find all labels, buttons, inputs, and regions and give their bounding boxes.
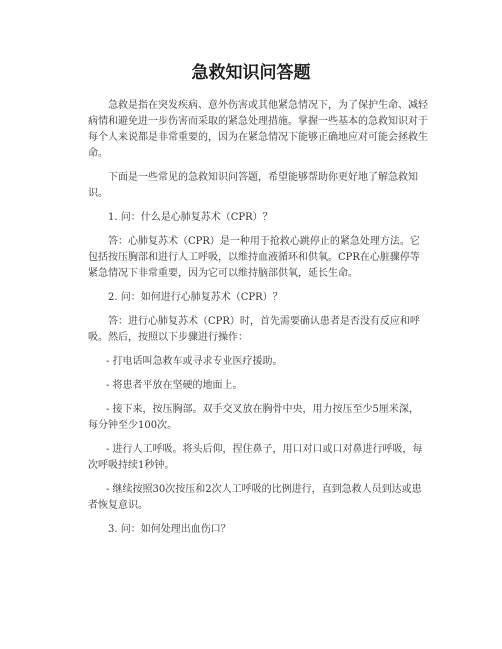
question-2: 2. 问：如何进行心肺复苏术（CPR）？ bbox=[108, 292, 283, 303]
cpr-step: - 继续按照30次按压和2次人工呼吸的比例进行，直到急救人员到达或患者恢复意识。 bbox=[88, 484, 422, 511]
intro-paragraph: 下面是一些常见的急救知识问答题，希望能够帮助你更好地了解急救知识。 bbox=[88, 172, 418, 199]
answer-2: 答：进行心肺复苏术（CPR）时，首先需要确认患者是否没有反应和呼吸。然后，按照以下步骤进行操作： bbox=[88, 316, 420, 343]
cpr-step: - 打电话叫急救车或寻求专业医疗援助。 bbox=[106, 356, 283, 367]
cpr-step: - 将患者平放在坚硬的地面上。 bbox=[106, 380, 243, 391]
cpr-step: - 接下来，按压胸部。双手交叉放在胸骨中央，用力按压至少5厘米深，每分钟至少100次。 bbox=[88, 404, 419, 431]
cpr-step: - 进行人工呼吸。将头后仰，捏住鼻子，用口对口或口对鼻进行呼吸，每次呼吸持续1秒钟。 bbox=[88, 444, 423, 471]
document-title: 急救知识问答题 bbox=[191, 63, 311, 83]
question-3: 3. 问：如何处理出血伤口？ bbox=[108, 524, 231, 535]
question-1: 1. 问：什么是心肺复苏术（CPR）？ bbox=[108, 212, 273, 223]
document-body bbox=[88, 98, 428, 546]
answer-1: 答：心肺复苏术（CPR）是一种用于抢救心跳停止的紧急处理方法。它包括按压胸部和进行人工呼吸，以维持血液循环和供氧。CPR在心脏骤停等紧急情况下非常重要，因为它可以维持脑部供氧，延长生命。 bbox=[88, 236, 420, 279]
intro-paragraph: 急救是指在突发疾病、意外伤害或其他紧急情况下，为了保护生命、减轻病情和避免进一步伤害而采取的紧急处理措施。掌握一些基本的急救知识对于每个人来说都是非常重要的，因为在紧急情况下能够正确地应对可能会拯救生命。 bbox=[88, 100, 428, 159]
